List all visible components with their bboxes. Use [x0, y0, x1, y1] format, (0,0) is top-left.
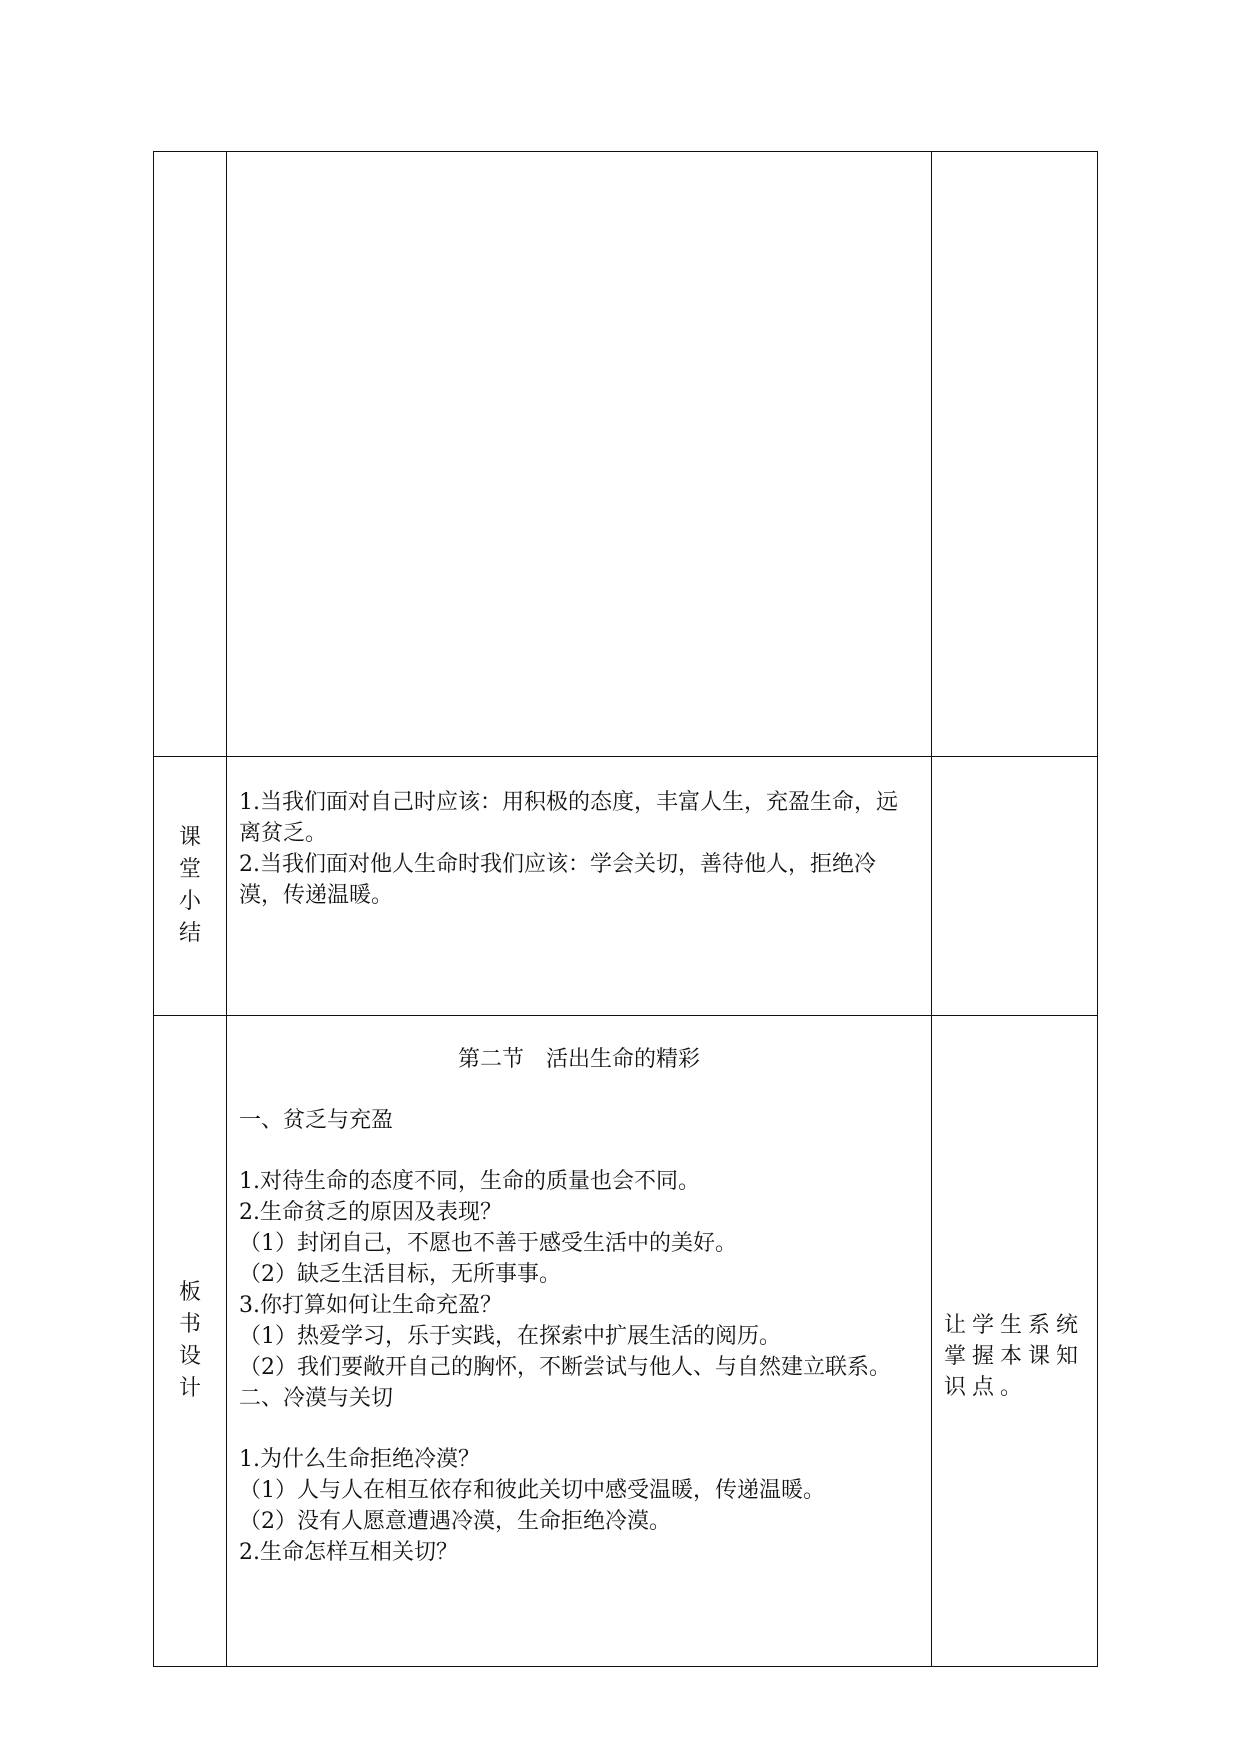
summary-row [154, 757, 1098, 1016]
board-note: 让学生系统掌握本课知识点。 [944, 1312, 1085, 1400]
board-line: （2）我们要敞开自己的胸怀，不断尝试与他人、与自然建立联系。 [239, 1355, 891, 1380]
board-line: 3.你打算如何让生命充盈？ [239, 1293, 502, 1318]
summary-note-cell [932, 757, 1098, 1016]
board-line: （2）没有人愿意遭遇冷漠，生命拒绝冷漠。 [239, 1509, 671, 1534]
lesson-plan-table [153, 151, 1098, 1667]
summary-label-cell [154, 757, 227, 1016]
board-row [154, 1016, 1098, 1667]
empty-note-cell [932, 152, 1098, 757]
board-title: 第二节 活出生命的精彩 [457, 1047, 700, 1072]
summary-line: 1.当我们面对自己时应该：用积极的态度，丰富人生，充盈生命，远离贫乏。 [239, 790, 898, 846]
board-line: 2.生命怎样互相关切？ [239, 1540, 458, 1565]
board-note-cell [932, 1016, 1098, 1667]
board-line: （1）热爱学习，乐于实践，在探索中扩展生活的阅历。 [239, 1324, 781, 1349]
continuation-row [154, 152, 1098, 757]
empty-content-cell [227, 152, 932, 757]
board-label: 板书设计 [179, 1280, 202, 1401]
board-line: 1.对待生命的态度不同，生命的质量也会不同。 [239, 1169, 700, 1194]
board-line: 1.为什么生命拒绝冷漠？ [239, 1447, 480, 1472]
board-line: （2）缺乏生活目标，无所事事。 [239, 1262, 561, 1287]
empty-label-cell [154, 152, 227, 757]
section-heading: 二、冷漠与关切 [239, 1386, 394, 1411]
section-heading: 一、贫乏与充盈 [239, 1108, 394, 1133]
summary-label: 课堂小结 [179, 825, 202, 946]
summary-line: 2.当我们面对他人生命时我们应该：学会关切，善待他人，拒绝冷漠，传递温暖。 [239, 852, 876, 908]
board-line: （1）人与人在相互依存和彼此关切中感受温暖，传递温暖。 [239, 1478, 825, 1503]
board-label-cell [154, 1016, 227, 1667]
board-line: 2.生命贫乏的原因及表现？ [239, 1200, 502, 1225]
board-line: （1）封闭自己，不愿也不善于感受生活中的美好。 [239, 1231, 737, 1256]
board-content-cell [227, 1016, 932, 1667]
summary-content-cell [227, 757, 932, 1016]
